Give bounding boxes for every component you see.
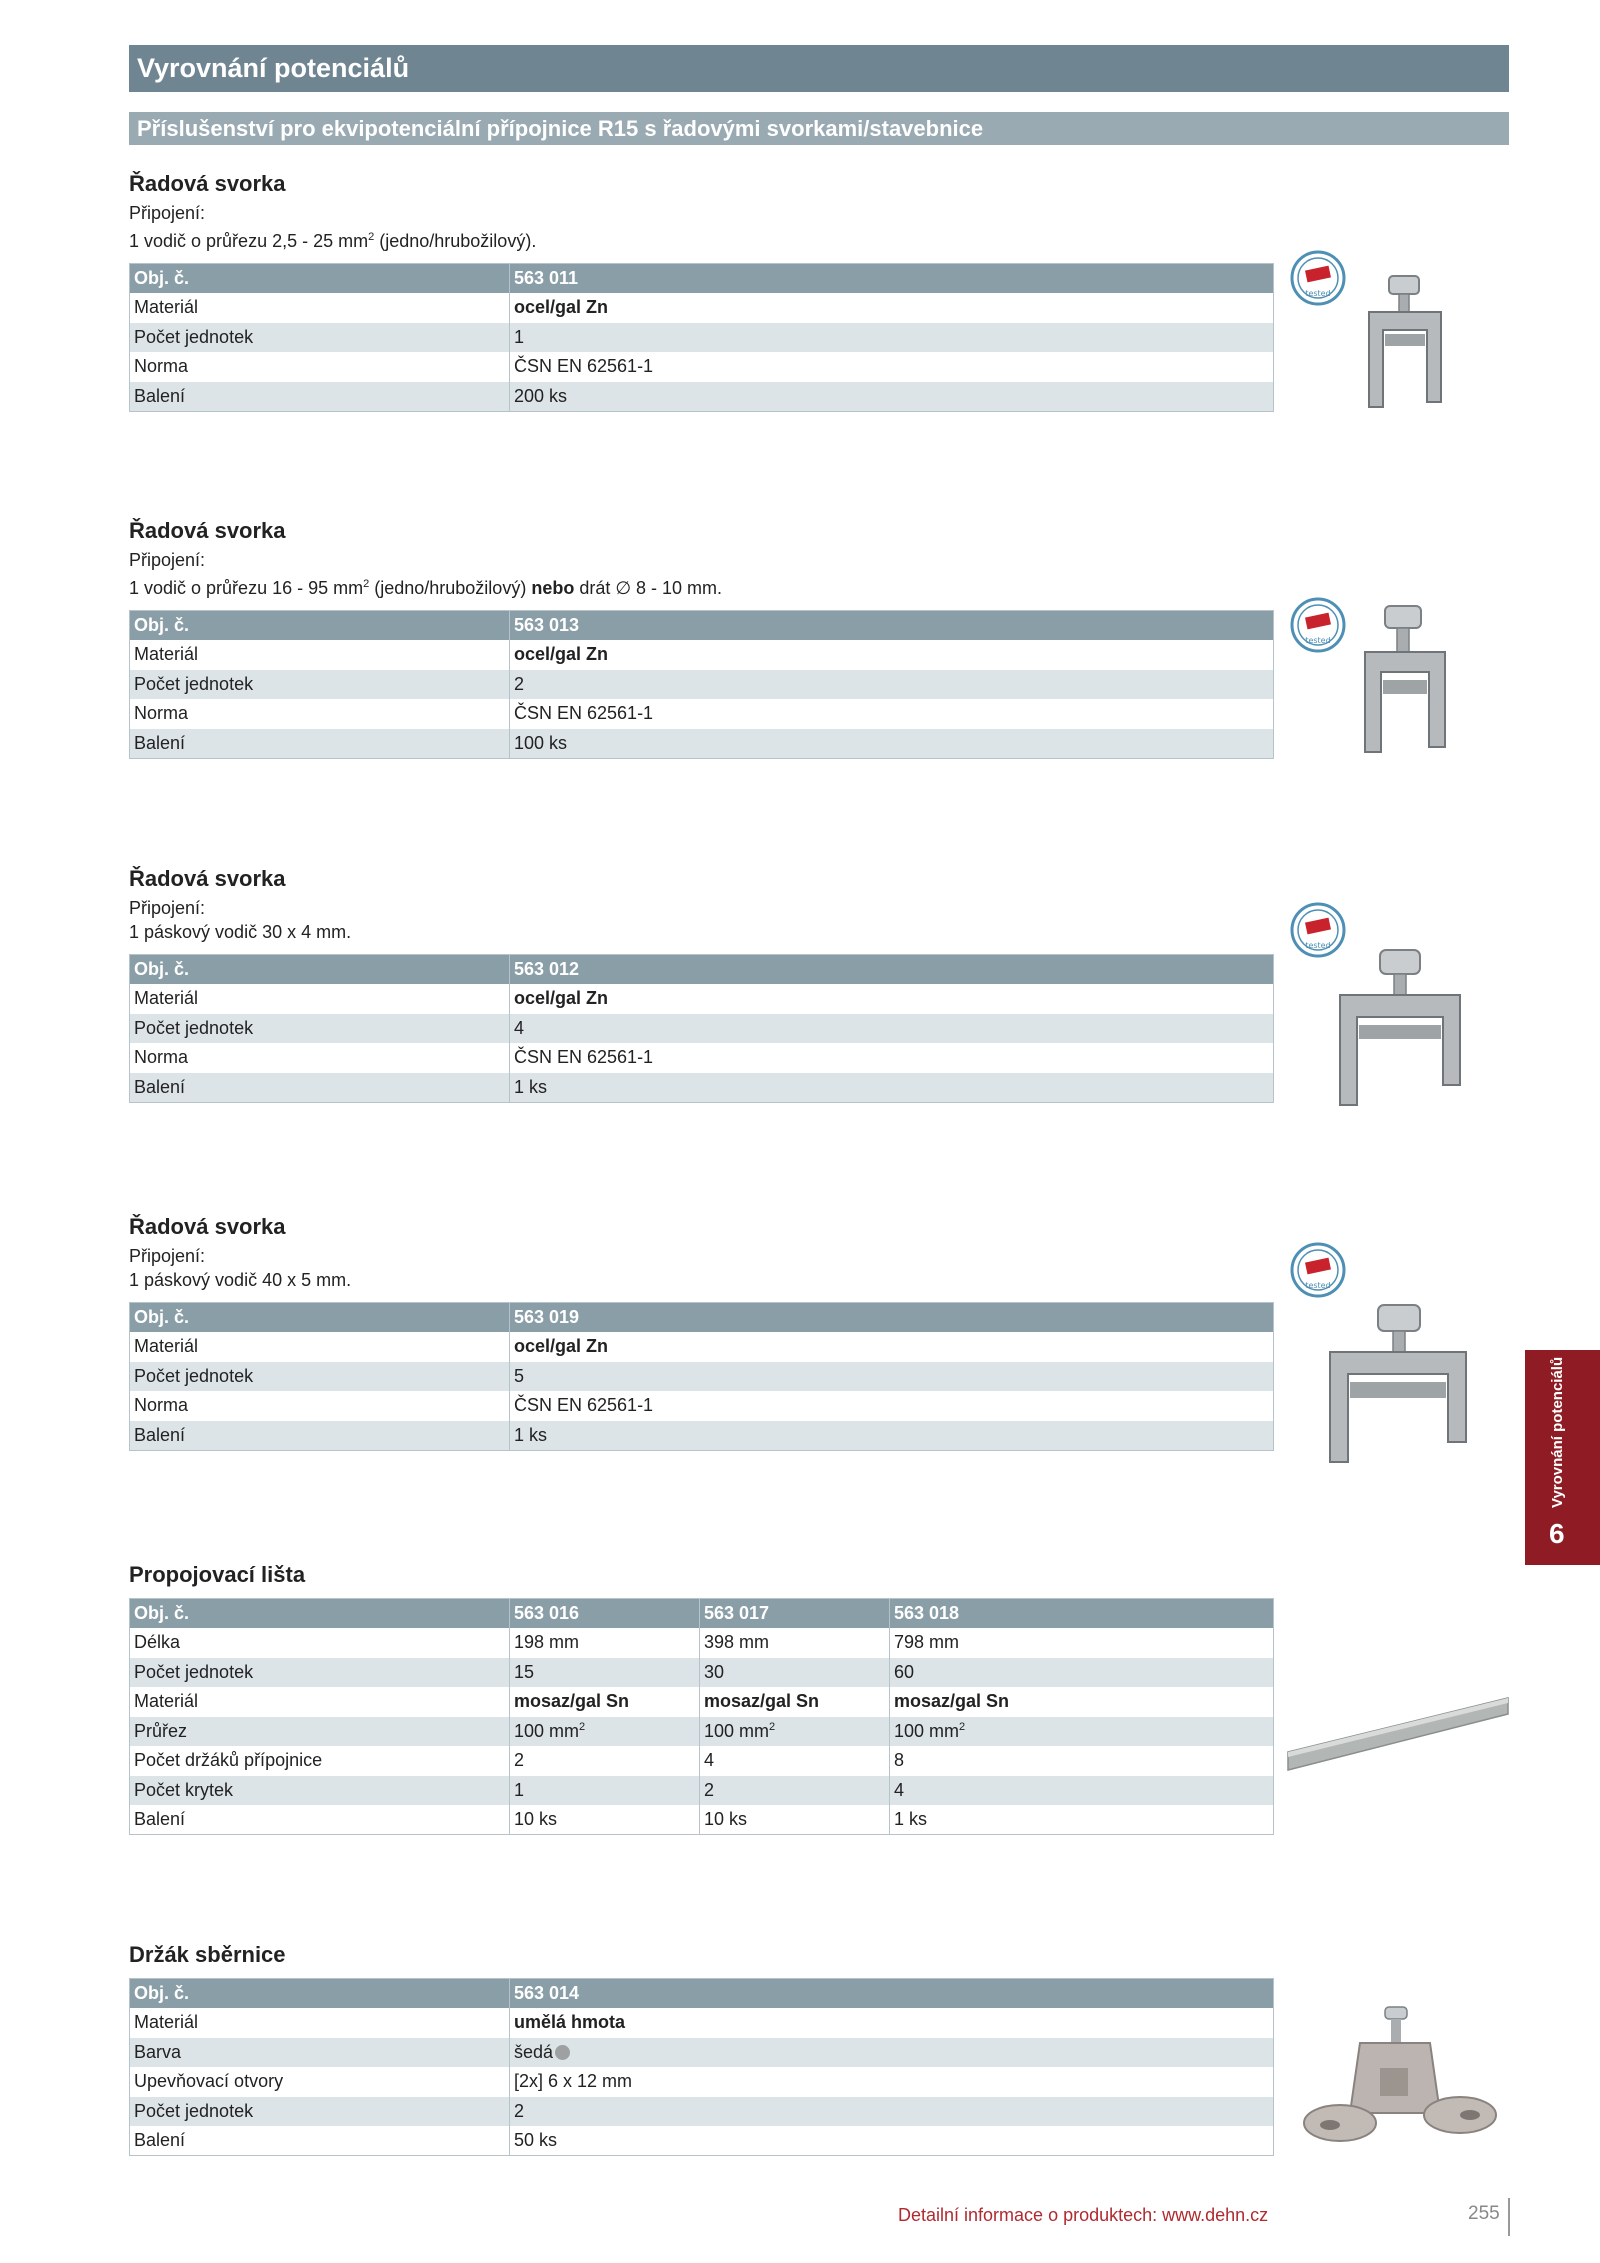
table-row: Balení 1 ks (130, 1073, 1274, 1103)
svg-text:tested: tested (1305, 636, 1331, 645)
product-section-563014 (129, 1942, 1274, 2156)
connection-text: 1 vodič o průřezu 2,5 - 25 $mm^2$ (jedno/hrubožilový). (129, 231, 537, 251)
table-row: Obj. č. 563 019 (130, 1303, 1274, 1333)
product-section-563012 (129, 866, 1274, 1103)
connection-bar-image (1286, 1690, 1511, 1780)
table-row: Balení 100 ks (130, 729, 1274, 759)
busbar-holder-image (1300, 2003, 1500, 2163)
table-row: Počet krytek 1 2 4 (130, 1776, 1274, 1806)
product-title: Řadová svorka (129, 518, 286, 543)
product-description (129, 548, 1274, 600)
product-section-propojovaci-lista (129, 1562, 1274, 1835)
table-row: Norma ČSN EN 62561-1 (130, 1391, 1274, 1421)
connection-label: Připojení: (129, 1246, 206, 1266)
footer-website-link[interactable]: Detailní informace o produktech: www.dehn.cz (898, 2205, 1269, 2225)
table-row: Balení 50 ks (130, 2126, 1274, 2156)
strip-terminal-image (1325, 945, 1475, 1110)
table-row: Obj. č. 563 016 563 017 563 018 (130, 1599, 1274, 1629)
table-row: Počet jednotek 2 (130, 2097, 1274, 2127)
table-row: Barva šedá (130, 2038, 1274, 2068)
strip-terminal-image (1318, 1300, 1478, 1470)
table-row: Materiál ocel/gal Zn (130, 640, 1274, 670)
connection-label: Připojení: (129, 550, 206, 570)
table-row: Materiál ocel/gal Zn (130, 293, 1274, 323)
page-number-divider (1508, 2198, 1510, 2236)
connection-label: Připojení: (129, 203, 206, 223)
table-row: Počet jednotek 5 (130, 1362, 1274, 1392)
page-title-banner (129, 45, 1509, 92)
table-row: Norma ČSN EN 62561-1 (130, 699, 1274, 729)
table-row: Balení 1 ks (130, 1421, 1274, 1451)
terminal-clamp-image (1355, 272, 1455, 422)
tested-badge-icon (1290, 250, 1346, 306)
table-row: Počet jednotek 1 (130, 323, 1274, 353)
spec-table (129, 1302, 1274, 1451)
table-row: Počet držáků přípojnice 2 4 8 (130, 1746, 1274, 1776)
table-row: Obj. č. 563 012 (130, 955, 1274, 985)
section-subtitle-banner (129, 112, 1509, 145)
table-row: Materiál ocel/gal Zn (130, 1332, 1274, 1362)
connection-label: Připojení: (129, 898, 206, 918)
color-swatch-gray-icon (555, 2045, 570, 2060)
table-row: Upevňovací otvory [2x] 6 x 12 mm (130, 2067, 1274, 2097)
page-number: 255 (1468, 2203, 1500, 2224)
table-row: Materiál umělá hmota (130, 2008, 1274, 2038)
product-section-563011 (129, 171, 1274, 412)
table-row: Průřez 100 $mm^2$ 100 $mm^2$ 100 $mm^2$ (130, 1717, 1274, 1747)
table-row: Počet jednotek 4 (130, 1014, 1274, 1044)
product-title: Řadová svorka (129, 866, 286, 891)
table-row: Obj. č. 563 011 (130, 264, 1274, 294)
table-row: Obj. č. 563 013 (130, 611, 1274, 641)
table-row: Norma ČSN EN 62561-1 (130, 352, 1274, 382)
product-section-563013 (129, 518, 1274, 759)
svg-text:tested: tested (1305, 941, 1331, 950)
chapter-side-tab (1525, 1350, 1600, 1565)
chapter-number: 6 (1549, 1518, 1565, 1549)
spec-table (129, 1598, 1274, 1835)
table-row: Počet jednotek 15 30 60 (130, 1658, 1274, 1688)
table-row: Materiál ocel/gal Zn (130, 984, 1274, 1014)
table-row: Balení 200 ks (130, 382, 1274, 412)
product-title: Řadová svorka (129, 1214, 286, 1239)
connection-text: 1 páskový vodič 40 x 5 mm. (129, 1270, 352, 1290)
connection-text: 1 páskový vodič 30 x 4 mm. (129, 922, 352, 942)
table-row: Norma ČSN EN 62561-1 (130, 1043, 1274, 1073)
product-section-563019 (129, 1214, 1274, 1451)
connection-text: 1 vodič o průřezu 16 - 95 $mm^2$ (jedno/hrubožilový) nebo drát ∅ 8 - 10 mm. (129, 578, 723, 598)
spec-table (129, 954, 1274, 1103)
table-row: Počet jednotek 2 (130, 670, 1274, 700)
table-row: Materiál mosaz/gal Sn mosaz/gal Sn mosaz/gal Sn (130, 1687, 1274, 1717)
table-row: Délka 198 mm 398 mm 798 mm (130, 1628, 1274, 1658)
tested-badge-icon (1290, 597, 1346, 653)
section-subtitle: Příslušenství pro ekvipotenciální přípojnice R15 s řadovými svorkami/stavebnice (137, 116, 984, 141)
terminal-clamp-image (1355, 602, 1455, 762)
svg-text:tested: tested (1305, 289, 1331, 298)
svg-text:tested: tested (1305, 1281, 1331, 1290)
product-title: Propojovací lišta (129, 1562, 306, 1587)
product-description (129, 896, 1274, 944)
spec-table (129, 263, 1274, 412)
product-description (129, 1244, 1274, 1292)
product-description (129, 201, 1274, 253)
product-title: Držák sběrnice (129, 1942, 286, 1967)
table-row: Balení 10 ks 10 ks 1 ks (130, 1805, 1274, 1835)
tested-badge-icon (1290, 1242, 1346, 1298)
spec-table (129, 1978, 1274, 2156)
page-title: Vyrovnání potenciálů (137, 53, 410, 83)
chapter-tab-label: Vyrovnání potenciálů (1549, 1356, 1566, 1508)
product-title: Řadová svorka (129, 171, 286, 196)
spec-table (129, 610, 1274, 759)
table-row: Obj. č. 563 014 (130, 1979, 1274, 2009)
